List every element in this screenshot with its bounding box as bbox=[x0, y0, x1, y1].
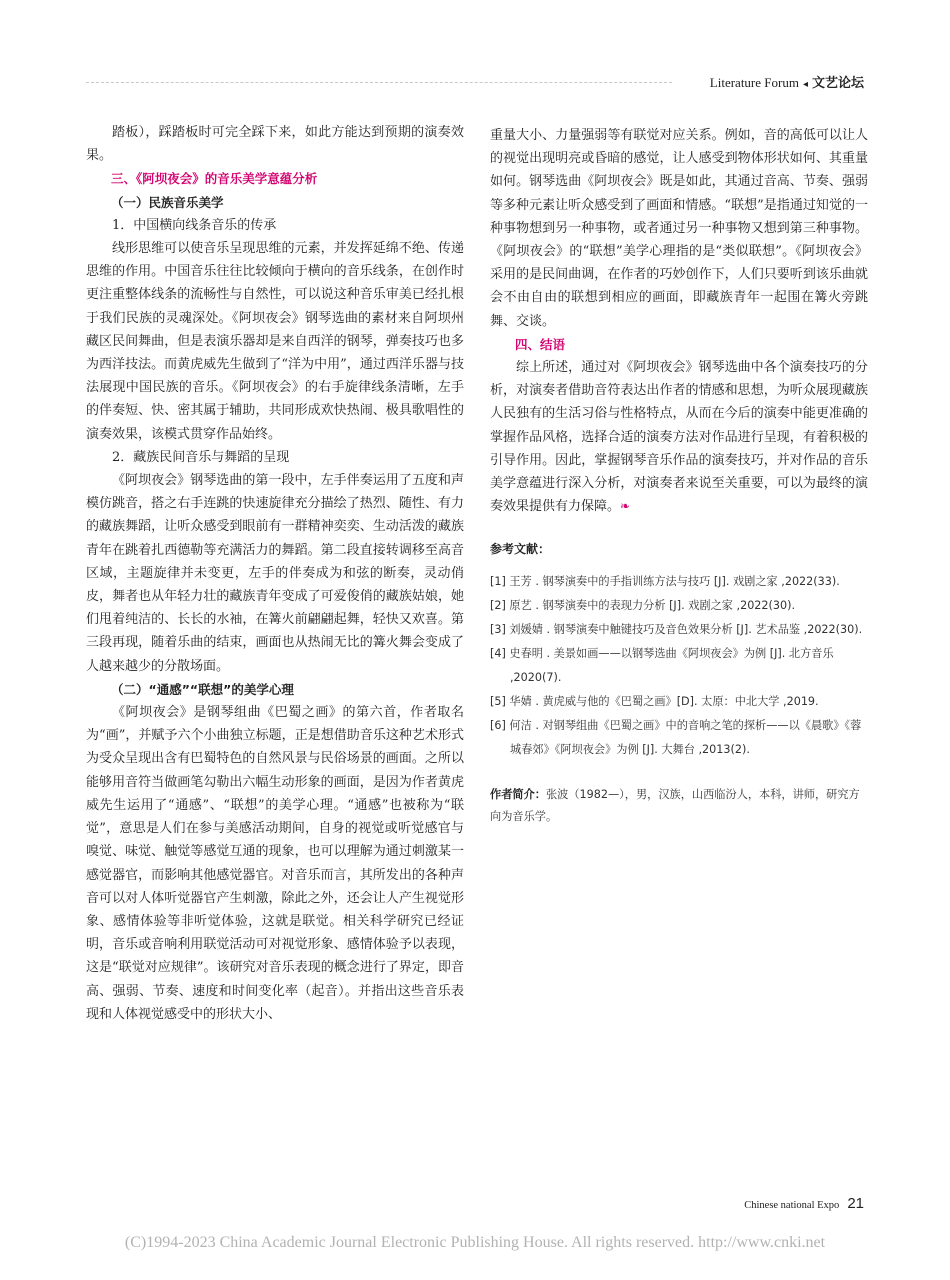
section-heading: 三、《阿坝夜会》的音乐美学意蕴分析 bbox=[111, 171, 318, 187]
paragraph: 重量大小、力量强弱等有联觉对应关系。例如，音的高低可以让人的视觉出现明亮或昏暗的感觉，让人感受到物体形状如何、其重量如何。钢琴选曲《阿坝夜会》既是如此，其通过音高、节奏、强弱等多种元素让听众感受到了画面和情感。“联想”是指通过知觉的一种事物想到另一种事物，或者通过另一种事物又想到第三种事物。《阿坝夜会》的“联想”美学心理指的是“类似联想”。《阿坝夜会》采用的是民间曲调，在作者的巧妙创作下，人们只要听到该乐曲就会不由自由的联想到相应的画面，即藏族青年一起围在篝火旁跳舞、交谈。 bbox=[490, 128, 868, 329]
author-bio-label: 作者简介： bbox=[490, 787, 546, 801]
left-column bbox=[86, 121, 464, 1026]
header-chinese-title: 文艺论坛 bbox=[811, 76, 864, 91]
section-heading: 四、结语 bbox=[515, 336, 566, 352]
conclusion-text: 综上所述，通过对《阿坝夜会》钢琴选曲中各个演奏技巧的分析，对演奏者借助音符表达出作者的情感和思想，为听众展现藏族人民独有的生活习俗与性格特点，从而在今后的演奏中能更准确的掌握作品风格，选择合适的演奏方法对作品进行呈现，有着积极的引导作用。因此，掌握钢琴音乐作品的演奏技巧，并对作品的音乐美学意蕴进行深入分析，对演奏者来说至关重要，可以为最终的演奏效果提供有力保障。 bbox=[490, 360, 868, 515]
numbered-heading: 1．中国横向线条音乐的传承 bbox=[112, 217, 277, 233]
numbered-heading: 2．藏族民间音乐与舞蹈的呈现 bbox=[112, 449, 290, 465]
paragraph: 踏板），踩踏板时可完全踩下来，如此方能达到预期的演奏效果。 bbox=[86, 125, 464, 164]
reference-item: [1] 王芳 . 钢琴演奏中的手指训练方法与技巧 [J]. 戏剧之家 ,2022(33). bbox=[490, 574, 840, 588]
paragraph bbox=[490, 356, 868, 518]
author-bio bbox=[490, 784, 868, 828]
subsection-heading: （一）民族音乐美学 bbox=[111, 194, 224, 210]
right-column bbox=[490, 124, 868, 828]
author-bio-text: 张波（1982—），男，汉族，山西临汾人，本科，讲师，研究方向为音乐学。 bbox=[490, 787, 860, 823]
header-dashed-rule bbox=[86, 82, 672, 83]
reference-item: [6] 何洁 . 对钢琴组曲《巴蜀之画》中的音响之笔的探析——以《晨歌》《蓉城春郊》《阿坝夜会》为例 [J]. 大舞台 ,2013(2). bbox=[490, 718, 862, 756]
subsection-heading: （二）“通感”“联想”的美学心理 bbox=[111, 681, 294, 697]
footer-journal-name: Chinese national Expo bbox=[744, 1200, 840, 1211]
end-ornament-icon: ❧ bbox=[620, 499, 631, 514]
page-footer bbox=[744, 1195, 864, 1212]
copyright-watermark: (C)1994-2023 China Academic Journal Electronic Publishing House. All rights reserved. http://www.cnki.net bbox=[124, 1234, 826, 1251]
paragraph: 线形思维可以使音乐呈现思维的元素，并发挥延绵不绝、传递思维的作用。中国音乐往往比较倾向于横向的音乐线条，在创作时更注重整体线条的流畅性与自然性，可以说这种音乐审美已经扎根于我们民族的灵魂深处。《阿坝夜会》钢琴选曲的素材来自阿坝州藏区民间舞曲，但是表演乐器却是来自西洋的钢琴，弹奏技巧也多为西洋技法。而黄虎威先生做到了“洋为中用”，通过西洋乐器与技法展现中国民族的音乐。《阿坝夜会》的右手旋律线条清晰，左手的伴奏短、快、密其属于辅助，共同形成欢快热闹、极具歌唱性的演奏效果，该模式贯穿作品始终。 bbox=[86, 241, 464, 442]
header-english-title: Literature Forum bbox=[709, 75, 799, 90]
header-triangle-icon: ◂ bbox=[802, 79, 808, 90]
references-title: 参考文献： bbox=[490, 542, 551, 557]
running-header bbox=[710, 72, 864, 91]
reference-item: [2] 原艺 . 钢琴演奏中的表现力分析 [J]. 戏剧之家 ,2022(30). bbox=[490, 598, 796, 612]
paragraph: 《阿坝夜会》钢琴选曲的第一段中，左手伴奏运用了五度和声模仿跳音，搭之右手连跳的快速旋律充分描绘了热烈、随性、有力的藏族舞蹈，让听众感受到眼前有一群精神奕奕、生动活泼的藏族青年在跳着扎西德勒等充满活力的舞蹈。第二段直接转调移至高音区域，主题旋律并未变更，左手的伴奏成为和弦的断奏，灵动俏皮，舞者也从年轻力壮的藏族青年变成了可爱俊俏的藏族姑娘，她们甩着纯洁的、长长的水袖，在篝火前翩翩起舞，轻快又欢喜。第三段再现，随着乐曲的结束，画面也从热闹无比的篝火舞会变成了人越来越少的分散场面。 bbox=[86, 473, 464, 674]
reference-list bbox=[490, 570, 868, 762]
page-number: 21 bbox=[847, 1195, 864, 1212]
paragraph: 《阿坝夜会》是钢琴组曲《巴蜀之画》的第六首，作者取名为“画”，并赋予六个小曲独立标题，正是想借助音乐这种艺术形式为受众呈现出含有巴蜀特色的自然风景与民俗场景的画面。之所以能够用音符当做画笔勾勒出六幅生动形象的画面，是因为作者黄虎威先生运用了“通感”、“联想”的美学心理。“通感”也被称为“联觉”，意思是人们在参与美感活动期间，自身的视觉或听觉感官与嗅觉、味觉、触觉等感觉互通的现象，也可以理解为通过刺激某一感觉器官，而影响其他感觉器官。对音乐而言，其所发出的各种声音可以对人体听觉器官产生刺激，除此之外，还会让人产生视觉形象、感情体验等非听觉体验，这就是联觉。相关科学研究已经证明，音乐或音响利用联觉活动可对视觉形象、感情体验予以表现，这是“联觉对应规律”。该研究对音乐表现的概念进行了界定，即音高、强弱、节奏、速度和时间变化率（起音）。并指出这些音乐表现和人体视觉感受中的形状大小、 bbox=[86, 705, 464, 1022]
reference-item: [5] 华婧 . 黄虎威与他的《巴蜀之画》[D]. 太原：中北大学 ,2019. bbox=[490, 694, 819, 708]
reference-item: [4] 史春明 . 美景如画——以钢琴选曲《阿坝夜会》为例 [J]. 北方音乐 ,2020(7). bbox=[490, 646, 834, 684]
reference-item: [3] 刘媛婧 . 钢琴演奏中触键技巧及音色效果分析 [J]. 艺术品鉴 ,2022(30). bbox=[490, 622, 863, 636]
